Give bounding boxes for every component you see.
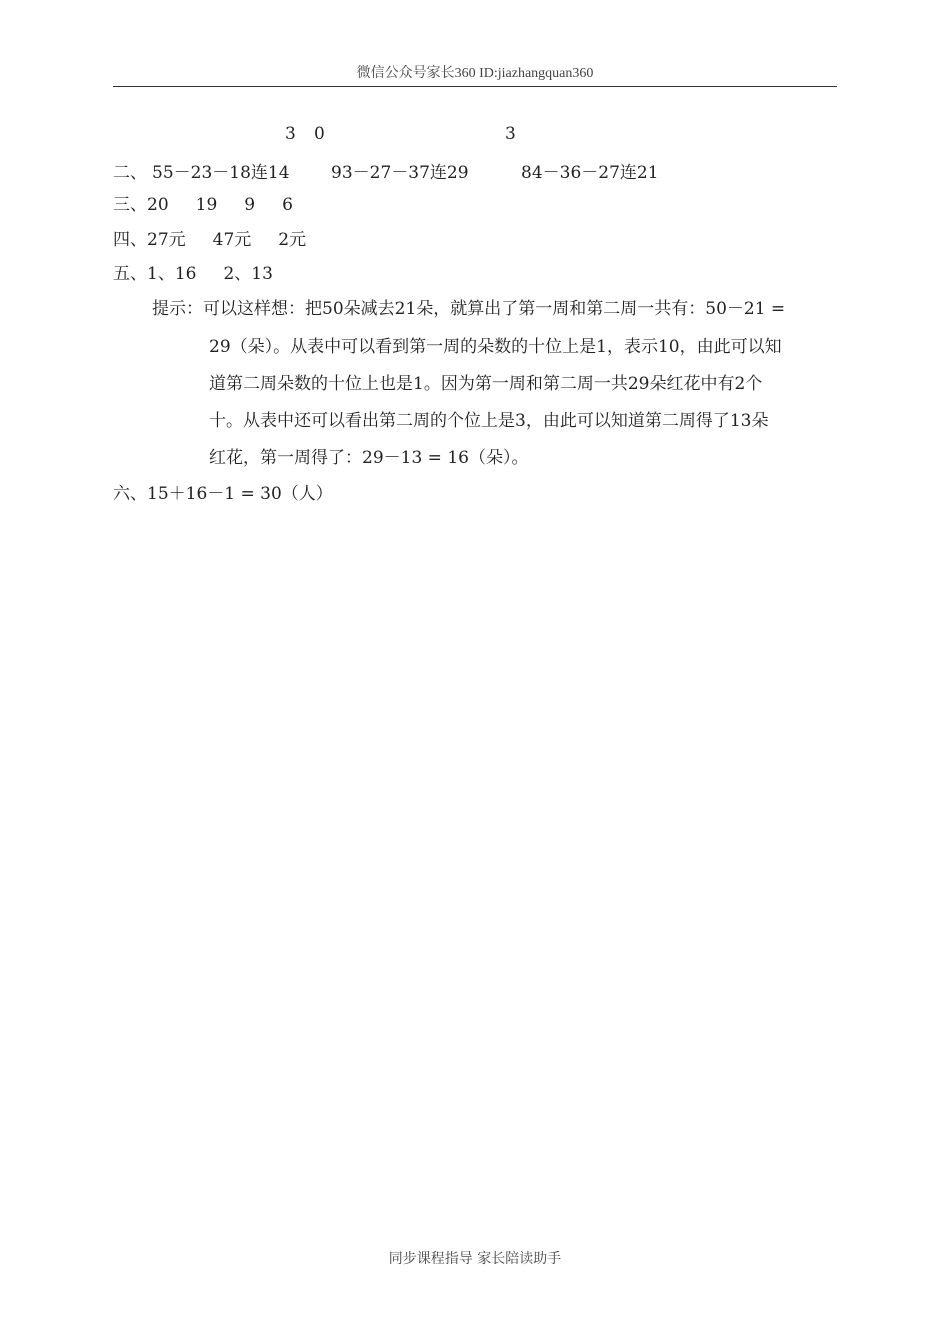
answer-si: 四、27元 47元 2元 xyxy=(113,230,307,250)
answer-wu: 五、1、16 2、13 xyxy=(113,264,273,284)
page-header: 微信公众号家长360 ID:jiazhangquan360 xyxy=(113,64,837,87)
fragment-0: 0 xyxy=(314,124,325,144)
hint-line: 29（朵）。从表中可以看到第一周的朵数的十位上是1，表示10，由此可以知 xyxy=(209,337,782,357)
answer-san: 三、20 19 9 6 xyxy=(113,195,293,215)
hint-line: 十。从表中还可以看出第二周的个位上是3，由此可以知道第二周得了13朵 xyxy=(209,411,769,431)
answer-er-a: 55－23－18连14 xyxy=(152,163,290,183)
answer-er-b: 93－27－37连29 xyxy=(331,163,469,183)
answer-liu: 六、15＋16－1 = 30（人） xyxy=(113,484,333,504)
answer-er-label: 二、 xyxy=(113,163,147,183)
page-footer: 同步课程指导 家长陪读助手 xyxy=(388,1251,562,1267)
hint-line: 提示：可以这样想：把50朵减去21朵，就算出了第一周和第二周一共有：50－21 = xyxy=(152,299,786,319)
fragment-3a: 3 xyxy=(285,124,296,144)
answer-er-c: 84－36－27连21 xyxy=(521,163,659,183)
hint-line: 道第二周朵数的十位上也是1。因为第一周和第二周一共29朵红花中有2个 xyxy=(209,374,763,394)
hint-line: 红花，第一周得了：29－13 = 16（朵）。 xyxy=(209,448,529,468)
fragment-3b: 3 xyxy=(505,124,516,144)
